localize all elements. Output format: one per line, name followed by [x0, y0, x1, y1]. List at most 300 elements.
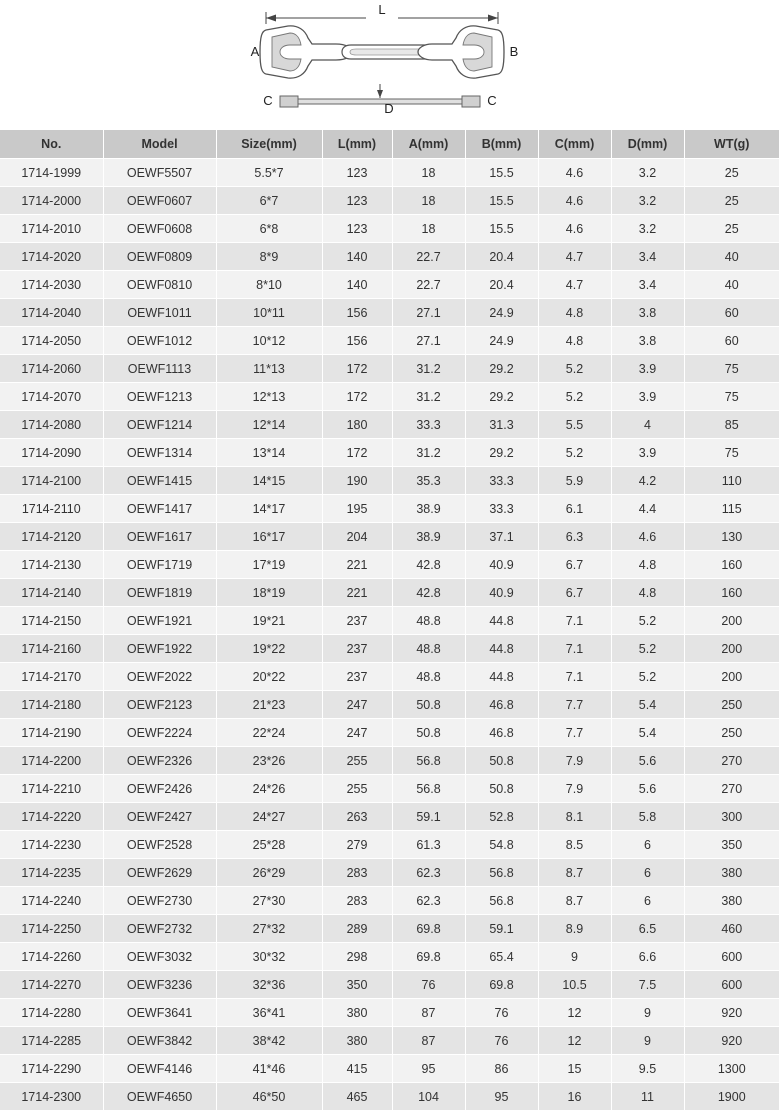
cell-c: 4.6	[538, 215, 611, 243]
cell-b: 24.9	[465, 327, 538, 355]
cell-wt: 25	[684, 159, 779, 187]
cell-l: 221	[322, 579, 392, 607]
cell-c: 8.1	[538, 803, 611, 831]
cell-l: 283	[322, 887, 392, 915]
cell-no: 1714-2140	[0, 579, 103, 607]
wrench-diagram	[0, 0, 779, 130]
cell-c: 7.9	[538, 775, 611, 803]
cell-size: 12*14	[216, 411, 322, 439]
cell-c: 6.3	[538, 523, 611, 551]
cell-l: 204	[322, 523, 392, 551]
cell-model: OEWF2629	[103, 859, 216, 887]
table-row	[0, 523, 779, 551]
cell-no: 1714-2250	[0, 915, 103, 943]
cell-l: 247	[322, 691, 392, 719]
cell-c: 4.8	[538, 327, 611, 355]
cell-l: 380	[322, 1027, 392, 1055]
table-row	[0, 663, 779, 691]
cell-no: 1714-2170	[0, 663, 103, 691]
table-body	[0, 159, 779, 1111]
cell-d: 3.9	[611, 439, 684, 467]
cell-wt: 160	[684, 579, 779, 607]
cell-a: 18	[392, 159, 465, 187]
cell-wt: 250	[684, 719, 779, 747]
cell-l: 172	[322, 383, 392, 411]
cell-l: 123	[322, 215, 392, 243]
cell-no: 1714-2290	[0, 1055, 103, 1083]
cell-b: 31.3	[465, 411, 538, 439]
cell-wt: 25	[684, 187, 779, 215]
cell-a: 22.7	[392, 271, 465, 299]
column-header-no: No.	[0, 130, 103, 159]
cell-wt: 270	[684, 747, 779, 775]
cell-c: 6.7	[538, 579, 611, 607]
cell-b: 50.8	[465, 775, 538, 803]
table-row	[0, 159, 779, 187]
cell-d: 6	[611, 831, 684, 859]
cell-l: 465	[322, 1083, 392, 1111]
cell-a: 56.8	[392, 775, 465, 803]
table-row	[0, 467, 779, 495]
cell-model: OEWF0607	[103, 187, 216, 215]
cell-l: 190	[322, 467, 392, 495]
cell-a: 27.1	[392, 327, 465, 355]
cell-model: OEWF1012	[103, 327, 216, 355]
cell-a: 33.3	[392, 411, 465, 439]
cell-d: 4.4	[611, 495, 684, 523]
cell-l: 380	[322, 999, 392, 1027]
cell-c: 5.5	[538, 411, 611, 439]
cell-size: 36*41	[216, 999, 322, 1027]
table-row	[0, 1083, 779, 1111]
cell-wt: 75	[684, 383, 779, 411]
cell-no: 1714-2210	[0, 775, 103, 803]
cell-no: 1714-2200	[0, 747, 103, 775]
cell-a: 18	[392, 215, 465, 243]
cell-a: 38.9	[392, 523, 465, 551]
cell-model: OEWF1415	[103, 467, 216, 495]
cell-no: 1714-2000	[0, 187, 103, 215]
cell-d: 4.8	[611, 551, 684, 579]
table-row	[0, 215, 779, 243]
cell-b: 37.1	[465, 523, 538, 551]
cell-wt: 270	[684, 775, 779, 803]
cell-b: 56.8	[465, 859, 538, 887]
cell-wt: 75	[684, 355, 779, 383]
cell-no: 1714-2020	[0, 243, 103, 271]
cell-wt: 600	[684, 943, 779, 971]
cell-c: 15	[538, 1055, 611, 1083]
cell-wt: 300	[684, 803, 779, 831]
cell-size: 10*12	[216, 327, 322, 355]
cell-l: 172	[322, 355, 392, 383]
table-row	[0, 719, 779, 747]
cell-c: 5.2	[538, 355, 611, 383]
cell-wt: 1900	[684, 1083, 779, 1111]
cell-b: 15.5	[465, 215, 538, 243]
cell-size: 27*32	[216, 915, 322, 943]
label-L: L	[377, 2, 386, 17]
cell-b: 44.8	[465, 607, 538, 635]
cell-size: 6*7	[216, 187, 322, 215]
cell-size: 41*46	[216, 1055, 322, 1083]
cell-no: 1714-2230	[0, 831, 103, 859]
cell-size: 5.5*7	[216, 159, 322, 187]
cell-size: 22*24	[216, 719, 322, 747]
cell-no: 1714-2180	[0, 691, 103, 719]
cell-b: 15.5	[465, 187, 538, 215]
cell-c: 4.6	[538, 159, 611, 187]
cell-a: 59.1	[392, 803, 465, 831]
cell-b: 29.2	[465, 355, 538, 383]
cell-size: 30*32	[216, 943, 322, 971]
cell-no: 1714-2285	[0, 1027, 103, 1055]
cell-model: OEWF2427	[103, 803, 216, 831]
table-row	[0, 1055, 779, 1083]
cell-size: 38*42	[216, 1027, 322, 1055]
cell-a: 42.8	[392, 551, 465, 579]
table-row	[0, 439, 779, 467]
cell-d: 6	[611, 859, 684, 887]
cell-d: 3.9	[611, 355, 684, 383]
cell-size: 46*50	[216, 1083, 322, 1111]
cell-no: 1714-2270	[0, 971, 103, 999]
cell-b: 52.8	[465, 803, 538, 831]
table-row	[0, 803, 779, 831]
cell-model: OEWF1617	[103, 523, 216, 551]
column-header-a: A(mm)	[392, 130, 465, 159]
cell-b: 69.8	[465, 971, 538, 999]
cell-d: 5.4	[611, 719, 684, 747]
cell-model: OEWF3032	[103, 943, 216, 971]
cell-model: OEWF1417	[103, 495, 216, 523]
wrench-top-view	[260, 26, 504, 78]
cell-model: OEWF1719	[103, 551, 216, 579]
cell-c: 4.8	[538, 299, 611, 327]
cell-l: 221	[322, 551, 392, 579]
cell-no: 1714-2190	[0, 719, 103, 747]
table-row	[0, 831, 779, 859]
cell-wt: 40	[684, 243, 779, 271]
label-B: B	[509, 44, 518, 59]
cell-b: 54.8	[465, 831, 538, 859]
cell-d: 9	[611, 1027, 684, 1055]
cell-size: 13*14	[216, 439, 322, 467]
cell-size: 26*29	[216, 859, 322, 887]
cell-size: 19*21	[216, 607, 322, 635]
cell-d: 9.5	[611, 1055, 684, 1083]
cell-model: OEWF1922	[103, 635, 216, 663]
cell-b: 59.1	[465, 915, 538, 943]
table-header-row	[0, 130, 779, 159]
cell-wt: 250	[684, 691, 779, 719]
cell-no: 1714-2060	[0, 355, 103, 383]
cell-model: OEWF2732	[103, 915, 216, 943]
table-row	[0, 187, 779, 215]
cell-no: 1714-2220	[0, 803, 103, 831]
cell-a: 50.8	[392, 719, 465, 747]
cell-c: 12	[538, 999, 611, 1027]
table-row	[0, 411, 779, 439]
cell-c: 7.7	[538, 719, 611, 747]
cell-c: 5.9	[538, 467, 611, 495]
cell-a: 95	[392, 1055, 465, 1083]
cell-d: 5.6	[611, 775, 684, 803]
cell-d: 3.2	[611, 159, 684, 187]
table-row	[0, 243, 779, 271]
cell-wt: 60	[684, 327, 779, 355]
cell-l: 415	[322, 1055, 392, 1083]
cell-c: 6.7	[538, 551, 611, 579]
cell-b: 76	[465, 999, 538, 1027]
cell-d: 5.2	[611, 607, 684, 635]
cell-a: 69.8	[392, 943, 465, 971]
cell-model: OEWF1921	[103, 607, 216, 635]
label-C-left: C	[262, 93, 273, 108]
cell-b: 33.3	[465, 467, 538, 495]
table-row	[0, 691, 779, 719]
cell-b: 95	[465, 1083, 538, 1111]
cell-d: 5.2	[611, 663, 684, 691]
cell-a: 31.2	[392, 439, 465, 467]
cell-model: OEWF2123	[103, 691, 216, 719]
cell-no: 1714-2300	[0, 1083, 103, 1111]
cell-model: OEWF2326	[103, 747, 216, 775]
cell-b: 40.9	[465, 579, 538, 607]
cell-no: 1714-2280	[0, 999, 103, 1027]
cell-d: 9	[611, 999, 684, 1027]
cell-a: 50.8	[392, 691, 465, 719]
cell-c: 5.2	[538, 439, 611, 467]
cell-model: OEWF1213	[103, 383, 216, 411]
cell-wt: 350	[684, 831, 779, 859]
column-header-wt: WT(g)	[684, 130, 779, 159]
cell-c: 7.9	[538, 747, 611, 775]
table-row	[0, 383, 779, 411]
table-row	[0, 775, 779, 803]
cell-d: 4.8	[611, 579, 684, 607]
thickness-dimension	[377, 84, 383, 98]
cell-size: 32*36	[216, 971, 322, 999]
cell-no: 1714-2235	[0, 859, 103, 887]
cell-a: 69.8	[392, 915, 465, 943]
cell-size: 16*17	[216, 523, 322, 551]
cell-a: 22.7	[392, 243, 465, 271]
cell-l: 195	[322, 495, 392, 523]
table-row	[0, 859, 779, 887]
cell-l: 180	[322, 411, 392, 439]
cell-wt: 920	[684, 999, 779, 1027]
cell-d: 3.4	[611, 271, 684, 299]
cell-c: 8.5	[538, 831, 611, 859]
cell-size: 20*22	[216, 663, 322, 691]
cell-model: OEWF1214	[103, 411, 216, 439]
table-row	[0, 943, 779, 971]
cell-b: 56.8	[465, 887, 538, 915]
cell-d: 6	[611, 887, 684, 915]
cell-d: 11	[611, 1083, 684, 1111]
cell-a: 87	[392, 1027, 465, 1055]
cell-a: 31.2	[392, 355, 465, 383]
column-header-c: C(mm)	[538, 130, 611, 159]
cell-size: 27*30	[216, 887, 322, 915]
cell-l: 255	[322, 775, 392, 803]
cell-b: 86	[465, 1055, 538, 1083]
cell-d: 7.5	[611, 971, 684, 999]
cell-size: 18*19	[216, 579, 322, 607]
cell-wt: 460	[684, 915, 779, 943]
cell-a: 31.2	[392, 383, 465, 411]
cell-l: 263	[322, 803, 392, 831]
cell-b: 33.3	[465, 495, 538, 523]
cell-c: 7.1	[538, 607, 611, 635]
table-row	[0, 299, 779, 327]
cell-no: 1714-2100	[0, 467, 103, 495]
column-header-l: L(mm)	[322, 130, 392, 159]
cell-a: 48.8	[392, 607, 465, 635]
cell-b: 50.8	[465, 747, 538, 775]
cell-no: 1714-2120	[0, 523, 103, 551]
cell-c: 7.1	[538, 635, 611, 663]
cell-l: 123	[322, 187, 392, 215]
cell-l: 156	[322, 299, 392, 327]
cell-c: 4.7	[538, 243, 611, 271]
cell-model: OEWF1314	[103, 439, 216, 467]
cell-size: 24*26	[216, 775, 322, 803]
cell-b: 44.8	[465, 663, 538, 691]
cell-wt: 25	[684, 215, 779, 243]
cell-c: 8.7	[538, 859, 611, 887]
cell-b: 46.8	[465, 691, 538, 719]
cell-d: 3.2	[611, 215, 684, 243]
cell-no: 1714-2130	[0, 551, 103, 579]
cell-a: 76	[392, 971, 465, 999]
cell-l: 172	[322, 439, 392, 467]
cell-wt: 200	[684, 635, 779, 663]
cell-size: 14*17	[216, 495, 322, 523]
cell-model: OEWF5507	[103, 159, 216, 187]
cell-c: 16	[538, 1083, 611, 1111]
cell-size: 25*28	[216, 831, 322, 859]
cell-c: 12	[538, 1027, 611, 1055]
table-row	[0, 607, 779, 635]
cell-no: 1714-2150	[0, 607, 103, 635]
cell-d: 3.4	[611, 243, 684, 271]
table-row	[0, 747, 779, 775]
cell-b: 65.4	[465, 943, 538, 971]
table-row	[0, 971, 779, 999]
cell-b: 29.2	[465, 383, 538, 411]
cell-wt: 160	[684, 551, 779, 579]
cell-wt: 75	[684, 439, 779, 467]
cell-a: 18	[392, 187, 465, 215]
cell-wt: 110	[684, 467, 779, 495]
cell-no: 1714-1999	[0, 159, 103, 187]
cell-size: 8*10	[216, 271, 322, 299]
cell-wt: 920	[684, 1027, 779, 1055]
cell-a: 27.1	[392, 299, 465, 327]
cell-d: 4.6	[611, 523, 684, 551]
cell-l: 156	[322, 327, 392, 355]
cell-wt: 380	[684, 887, 779, 915]
cell-wt: 200	[684, 607, 779, 635]
cell-model: OEWF3641	[103, 999, 216, 1027]
cell-a: 48.8	[392, 635, 465, 663]
cell-c: 4.7	[538, 271, 611, 299]
table-row	[0, 1027, 779, 1055]
cell-l: 247	[322, 719, 392, 747]
cell-model: OEWF4146	[103, 1055, 216, 1083]
column-header-size: Size(mm)	[216, 130, 322, 159]
cell-size: 6*8	[216, 215, 322, 243]
cell-c: 6.1	[538, 495, 611, 523]
cell-wt: 600	[684, 971, 779, 999]
cell-c: 10.5	[538, 971, 611, 999]
cell-a: 42.8	[392, 579, 465, 607]
cell-size: 21*23	[216, 691, 322, 719]
table-row	[0, 915, 779, 943]
cell-l: 255	[322, 747, 392, 775]
cell-b: 15.5	[465, 159, 538, 187]
cell-l: 237	[322, 663, 392, 691]
cell-b: 20.4	[465, 271, 538, 299]
cell-no: 1714-2030	[0, 271, 103, 299]
cell-no: 1714-2090	[0, 439, 103, 467]
cell-size: 24*27	[216, 803, 322, 831]
cell-wt: 115	[684, 495, 779, 523]
cell-d: 5.6	[611, 747, 684, 775]
cell-no: 1714-2160	[0, 635, 103, 663]
table-row	[0, 495, 779, 523]
column-header-model: Model	[103, 130, 216, 159]
cell-size: 12*13	[216, 383, 322, 411]
column-header-d: D(mm)	[611, 130, 684, 159]
cell-d: 6.6	[611, 943, 684, 971]
table-row	[0, 999, 779, 1027]
cell-model: OEWF3842	[103, 1027, 216, 1055]
cell-d: 5.2	[611, 635, 684, 663]
cell-b: 46.8	[465, 719, 538, 747]
column-header-b: B(mm)	[465, 130, 538, 159]
cell-size: 23*26	[216, 747, 322, 775]
cell-wt: 130	[684, 523, 779, 551]
cell-b: 44.8	[465, 635, 538, 663]
cell-model: OEWF1011	[103, 299, 216, 327]
cell-model: OEWF0809	[103, 243, 216, 271]
cell-c: 8.9	[538, 915, 611, 943]
cell-d: 4	[611, 411, 684, 439]
cell-no: 1714-2240	[0, 887, 103, 915]
cell-a: 48.8	[392, 663, 465, 691]
cell-a: 104	[392, 1083, 465, 1111]
cell-l: 279	[322, 831, 392, 859]
cell-wt: 380	[684, 859, 779, 887]
cell-wt: 85	[684, 411, 779, 439]
cell-wt: 60	[684, 299, 779, 327]
cell-b: 24.9	[465, 299, 538, 327]
cell-c: 7.1	[538, 663, 611, 691]
cell-b: 29.2	[465, 439, 538, 467]
cell-l: 140	[322, 243, 392, 271]
cell-model: OEWF1113	[103, 355, 216, 383]
cell-c: 7.7	[538, 691, 611, 719]
cell-l: 289	[322, 915, 392, 943]
cell-size: 14*15	[216, 467, 322, 495]
cell-model: OEWF2022	[103, 663, 216, 691]
cell-d: 3.9	[611, 383, 684, 411]
wrench-drawing-svg	[250, 0, 530, 126]
label-D: D	[383, 101, 394, 116]
